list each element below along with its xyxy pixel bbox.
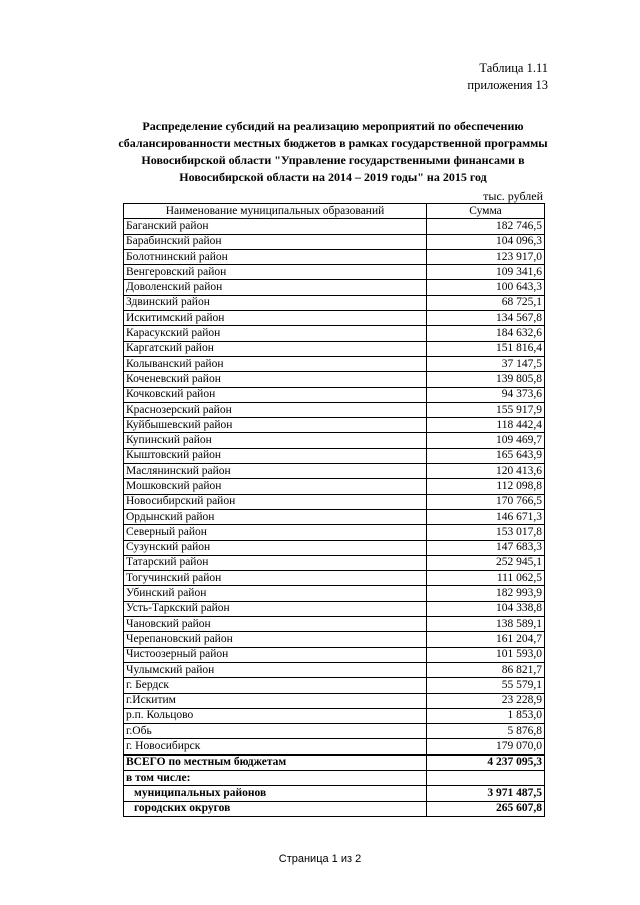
subsidy-amount: 138 589,1 [427, 617, 545, 632]
municipality-name: г.Искитим [124, 693, 427, 708]
municipality-name: Убинский район [124, 586, 427, 601]
table-row [124, 387, 545, 402]
subsidy-amount: 37 147,5 [427, 356, 545, 371]
column-header-name: Наименование муниципальных образований [124, 204, 427, 219]
municipality-name: Северный район [124, 525, 427, 540]
total-value: 4 237 095,3 [427, 755, 545, 771]
table-row [124, 433, 545, 448]
subsidy-amount: 100 643,3 [427, 280, 545, 295]
table-row [124, 479, 545, 494]
municipality-name: г. Бердск [124, 678, 427, 693]
municipality-name: Здвинский район [124, 295, 427, 310]
table-row [124, 708, 545, 723]
including-row [124, 770, 545, 785]
table-row [124, 617, 545, 632]
municipality-name: Купинский район [124, 433, 427, 448]
municipality-name: Барабинский район [124, 234, 427, 249]
appendix-label: приложения 13 [467, 78, 548, 92]
municipality-name: Баганский район [124, 219, 427, 234]
table-row [124, 525, 545, 540]
table-row [124, 647, 545, 662]
districts-label: муниципальных районов [124, 786, 427, 801]
table-row [124, 662, 545, 677]
municipality-name: Болотнинский район [124, 249, 427, 264]
municipality-name: Черепановский район [124, 632, 427, 647]
subsidy-amount: 104 096,3 [427, 234, 545, 249]
subsidy-amount: 151 816,4 [427, 341, 545, 356]
including-value [427, 770, 545, 785]
table-row [124, 265, 545, 280]
table-reference [467, 60, 548, 94]
table-row [124, 555, 545, 570]
subsidy-amount: 23 228,9 [427, 693, 545, 708]
municipality-name: Кочковский район [124, 387, 427, 402]
municipality-name: Мошковский район [124, 479, 427, 494]
table-row [124, 601, 545, 616]
subsidy-amount: 5 876,8 [427, 724, 545, 739]
subsidy-amount: 184 632,6 [427, 326, 545, 341]
table-row [124, 311, 545, 326]
table-row [124, 540, 545, 555]
table-body [124, 219, 545, 755]
table-row [124, 448, 545, 463]
subsidy-amount: 118 442,4 [427, 418, 545, 433]
subsidy-amount: 1 853,0 [427, 708, 545, 723]
total-label: ВСЕГО по местным бюджетам [124, 755, 427, 771]
municipality-name: г. Новосибирск [124, 739, 427, 755]
table-number: Таблица 1.11 [479, 61, 548, 75]
table-row [124, 494, 545, 509]
subsidy-amount: 153 017,8 [427, 525, 545, 540]
urban-districts-row [124, 801, 545, 816]
table-row [124, 693, 545, 708]
urban-districts-value: 265 607,8 [427, 801, 545, 816]
municipality-name: Искитимский район [124, 311, 427, 326]
municipality-name: Колыванский район [124, 356, 427, 371]
subsidy-amount: 252 945,1 [427, 555, 545, 570]
subsidy-amount: 182 993,9 [427, 586, 545, 601]
districts-row [124, 786, 545, 801]
table-row [124, 249, 545, 264]
municipality-name: Венгеровский район [124, 265, 427, 280]
subsidy-amount: 55 579,1 [427, 678, 545, 693]
subsidy-amount: 101 593,0 [427, 647, 545, 662]
subsidy-amount: 170 766,5 [427, 494, 545, 509]
municipality-name: Татарский район [124, 555, 427, 570]
table-row [124, 341, 545, 356]
subsidy-amount: 165 643,9 [427, 448, 545, 463]
municipality-name: Коченевский район [124, 372, 427, 387]
subsidy-amount: 111 062,5 [427, 571, 545, 586]
subsidy-amount: 134 567,8 [427, 311, 545, 326]
municipality-name: Чановский район [124, 617, 427, 632]
table-row [124, 509, 545, 524]
units-label: тыс. рублей [483, 189, 543, 203]
municipality-name: г.Обь [124, 724, 427, 739]
subsidy-amount: 139 805,8 [427, 372, 545, 387]
municipality-name: Новосибирский район [124, 494, 427, 509]
table-row [124, 418, 545, 433]
table-row [124, 295, 545, 310]
table-header-row [124, 204, 545, 219]
page-footer: Страница 1 из 2 [278, 853, 362, 865]
subsidy-amount: 109 341,6 [427, 265, 545, 280]
municipality-name: Маслянинский район [124, 464, 427, 479]
table-row [124, 464, 545, 479]
subsidy-amount: 182 746,5 [427, 219, 545, 234]
table-row [124, 739, 545, 755]
subsidy-amount: 146 671,3 [427, 509, 545, 524]
table-row [124, 724, 545, 739]
table-row [124, 402, 545, 417]
table-row [124, 571, 545, 586]
table-row [124, 326, 545, 341]
subsidy-amount: 109 469,7 [427, 433, 545, 448]
urban-districts-label: городских округов [124, 801, 427, 816]
municipality-name: Усть-Таркский район [124, 601, 427, 616]
table-row [124, 234, 545, 249]
subsidy-amount: 86 821,7 [427, 662, 545, 677]
subsidy-amount: 68 725,1 [427, 295, 545, 310]
including-label: в том числе: [124, 770, 427, 785]
subsidy-amount: 147 683,3 [427, 540, 545, 555]
subsidy-amount: 179 070,0 [427, 739, 545, 755]
table-row [124, 678, 545, 693]
document-title: Распределение субсидий на реализацию мероприятий по обеспечению сбалансированности местных бюджетов в рамках государственной программы Новосибирской области "Управление государственными финансами в Новосибирской области на 2014 – 2019 годы" на 2015 год [118, 119, 548, 184]
table-row [124, 632, 545, 647]
municipality-name: Сузунский район [124, 540, 427, 555]
total-row [124, 755, 545, 771]
municipality-name: Куйбышевский район [124, 418, 427, 433]
table-row [124, 219, 545, 234]
subsidy-amount: 161 204,7 [427, 632, 545, 647]
municipality-name: Кыштовский район [124, 448, 427, 463]
municipality-name: Ордынский район [124, 509, 427, 524]
column-header-amount: Сумма [427, 204, 545, 219]
table-row [124, 372, 545, 387]
table-row [124, 356, 545, 371]
municipality-name: Чулымский район [124, 662, 427, 677]
table-row [124, 280, 545, 295]
subsidy-amount: 104 338,8 [427, 601, 545, 616]
municipality-name: р.п. Кольцово [124, 708, 427, 723]
subsidy-amount: 94 373,6 [427, 387, 545, 402]
subsidy-amount: 120 413,6 [427, 464, 545, 479]
municipality-name: Карасукский район [124, 326, 427, 341]
subsidy-amount: 155 917,9 [427, 402, 545, 417]
municipality-name: Тогучинский район [124, 571, 427, 586]
table-row [124, 586, 545, 601]
municipality-name: Краснозерский район [124, 402, 427, 417]
districts-value: 3 971 487,5 [427, 786, 545, 801]
municipality-name: Чистоозерный район [124, 647, 427, 662]
subsidy-amount: 112 098,8 [427, 479, 545, 494]
subsidy-table [123, 203, 545, 817]
table-totals [124, 755, 545, 817]
municipality-name: Доволенский район [124, 280, 427, 295]
municipality-name: Каргатский район [124, 341, 427, 356]
subsidy-amount: 123 917,0 [427, 249, 545, 264]
